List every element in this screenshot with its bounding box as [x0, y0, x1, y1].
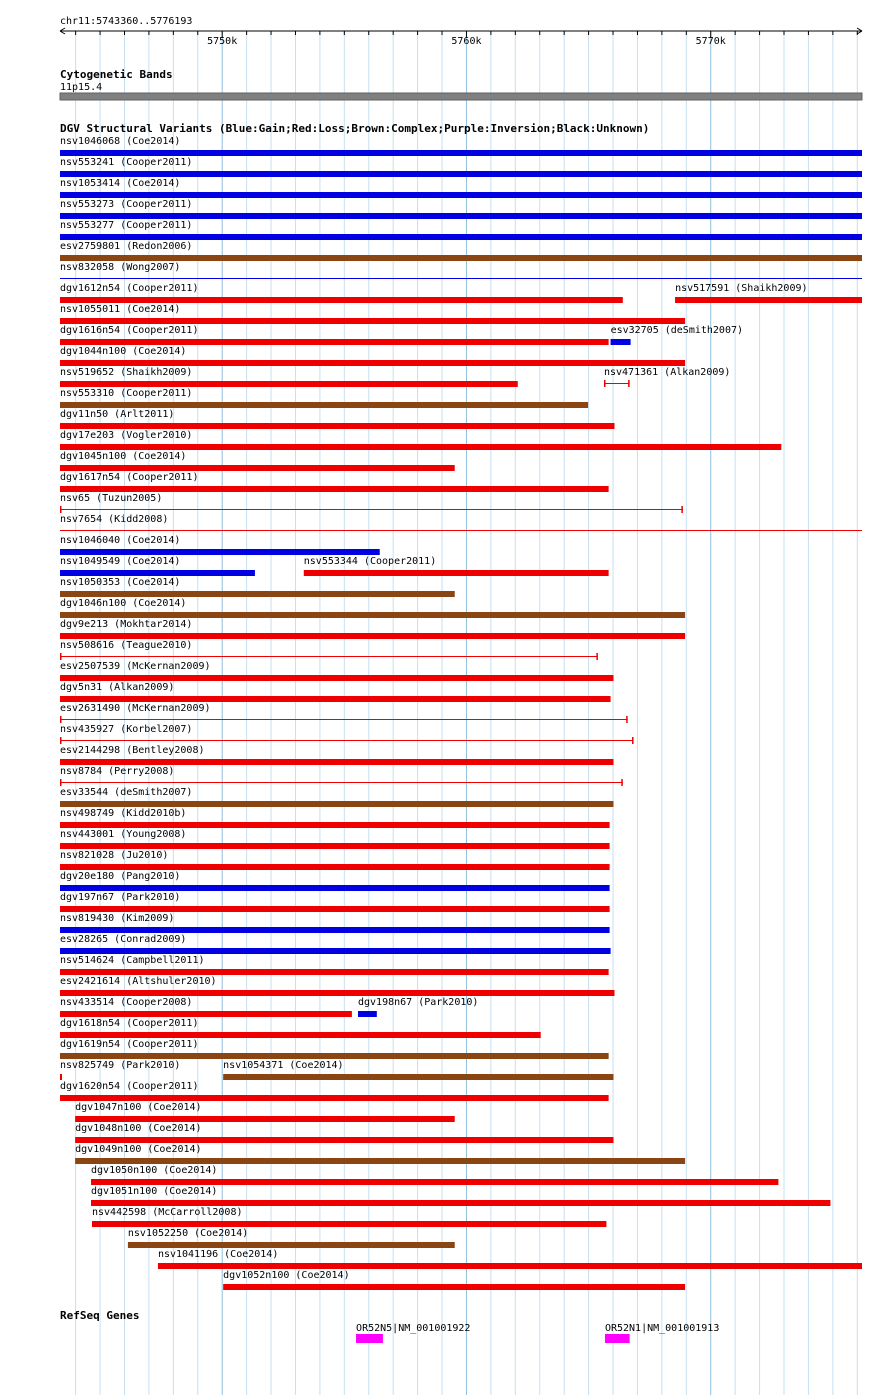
variant-bar[interactable] [60, 318, 685, 324]
variant-label: dgv1047n100 (Coe2014) [75, 1102, 202, 1113]
variant-bar[interactable] [60, 948, 611, 954]
variant-bar[interactable] [60, 509, 683, 510]
variant-label: nsv1046040 (Coe2014) [60, 535, 181, 546]
variant-bar[interactable] [611, 339, 631, 345]
range-label: chr11:5743360..5776193 [60, 16, 193, 27]
variant-label: nsv508616 (Teague2010) [60, 640, 193, 651]
cytoband-track [60, 68, 862, 100]
variant-bar[interactable] [60, 278, 862, 279]
variant-cap [681, 506, 683, 513]
variant-label: nsv1050353 (Coe2014) [60, 577, 181, 588]
variant-bar[interactable] [604, 383, 630, 384]
variant-label: nsv1054371 (Coe2014) [223, 1060, 344, 1071]
dgv-track [60, 122, 862, 1290]
variant-label: nsv1046068 (Coe2014) [60, 136, 181, 147]
variant-bar[interactable] [60, 1074, 62, 1080]
variant-label: dgv1044n100 (Coe2014) [60, 346, 187, 357]
variant-label: nsv8784 (Perry2008) [60, 766, 175, 777]
variant-label: dgv1616n54 (Cooper2011) [60, 325, 199, 336]
variant-label: nsv1052250 (Coe2014) [127, 1228, 249, 1239]
variant-bar[interactable] [60, 864, 610, 870]
variant-bar[interactable] [60, 465, 455, 471]
variant-bar[interactable] [60, 719, 628, 720]
variant-bar[interactable] [128, 1242, 455, 1248]
variant-label: nsv442598 (McCarroll2008) [91, 1207, 243, 1218]
variant-cap [632, 737, 634, 744]
variant-bar[interactable] [60, 591, 455, 597]
variant-bar[interactable] [60, 530, 862, 531]
variant-label: nsv498749 (Kidd2010b) [60, 808, 187, 819]
variant-cap [604, 380, 606, 387]
ruler-tick-label: 5770k [695, 36, 726, 47]
variant-bar[interactable] [60, 360, 685, 366]
variant-bar[interactable] [60, 234, 862, 240]
variant-bar[interactable] [158, 1263, 862, 1269]
variant-label: nsv821028 (Ju2010) [60, 850, 169, 861]
variant-label: nsv825749 (Park2010) [60, 1060, 181, 1071]
variant-bar[interactable] [60, 1011, 352, 1017]
variant-label: dgv1619n54 (Cooper2011) [60, 1039, 199, 1050]
variant-label: nsv435927 (Korbel2007) [60, 724, 193, 735]
variant-bar[interactable] [60, 486, 609, 492]
variant-label: nsv553277 (Cooper2011) [60, 220, 193, 231]
variant-label: nsv433514 (Cooper2008) [60, 997, 193, 1008]
variant-label: dgv1045n100 (Coe2014) [60, 451, 187, 462]
gene-bar[interactable] [356, 1334, 383, 1343]
variant-bar[interactable] [60, 927, 610, 933]
gene-bar[interactable] [605, 1334, 630, 1343]
variant-cap [621, 779, 623, 786]
variant-label: nsv819430 (Kim2009) [60, 913, 175, 924]
variant-label: dgv1051n100 (Coe2014) [91, 1186, 218, 1197]
dgv-title: DGV Structural Variants (Blue:Gain;Red:Loss;Brown:Complex;Purple:Inversion;Black:Unknown) [60, 122, 650, 135]
variant-label: dgv20e180 (Pang2010) [60, 871, 181, 882]
variant-label: nsv1049549 (Coe2014) [60, 556, 181, 567]
variant-label: dgv1049n100 (Coe2014) [75, 1144, 202, 1155]
variant-bar[interactable] [60, 171, 862, 177]
variant-label: dgv1612n54 (Cooper2011) [60, 283, 199, 294]
variant-bar[interactable] [358, 1011, 377, 1017]
variant-bar[interactable] [304, 570, 609, 576]
variant-bar[interactable] [60, 402, 588, 408]
variant-cap [60, 716, 62, 723]
variant-label: nsv443001 (Young2008) [60, 829, 187, 840]
variant-label: esv2144298 (Bentley2008) [60, 745, 205, 756]
variant-bar[interactable] [675, 297, 862, 303]
variant-label: dgv1052n100 (Coe2014) [223, 1270, 350, 1281]
variant-label: nsv1055011 (Coe2014) [60, 304, 181, 315]
variant-bar[interactable] [60, 990, 614, 996]
variant-bar[interactable] [60, 1095, 609, 1101]
variant-label: nsv553344 (Cooper2011) [303, 556, 437, 567]
variant-bar[interactable] [60, 633, 685, 639]
variant-bar[interactable] [60, 969, 609, 975]
cytoband-label: 11p15.4 [60, 82, 103, 93]
variant-bar[interactable] [60, 612, 685, 618]
variant-bar[interactable] [91, 1179, 778, 1185]
variant-bar[interactable] [60, 381, 518, 387]
variant-bar[interactable] [60, 213, 862, 219]
variant-bar[interactable] [60, 549, 380, 555]
variant-bar[interactable] [91, 1200, 830, 1206]
variant-bar[interactable] [75, 1116, 455, 1122]
variant-cap [596, 653, 598, 660]
variant-bar[interactable] [60, 740, 634, 741]
variant-bar[interactable] [60, 843, 610, 849]
variant-bar[interactable] [223, 1074, 613, 1080]
variant-label: dgv17e203 (Vogler2010) [60, 430, 193, 441]
variant-bar[interactable] [75, 1137, 613, 1143]
variant-bar[interactable] [75, 1158, 685, 1164]
variant-label: dgv1618n54 (Cooper2011) [60, 1018, 199, 1029]
cytoband-bar[interactable] [60, 93, 862, 100]
variant-cap [60, 653, 62, 660]
variant-cap [60, 737, 62, 744]
variant-bar[interactable] [60, 1053, 609, 1059]
variant-bar[interactable] [60, 801, 614, 807]
variant-label: dgv11n50 (Arlt2011) [60, 409, 175, 420]
variant-bar[interactable] [60, 822, 610, 828]
variant-label: esv2507539 (McKernan2009) [60, 661, 211, 672]
dgv-features [60, 136, 862, 1290]
variant-bar[interactable] [60, 150, 862, 156]
variant-bar[interactable] [60, 675, 614, 681]
variant-cap [60, 506, 62, 513]
variant-bar[interactable] [60, 297, 623, 303]
refseq-features [356, 1323, 719, 1343]
ruler [60, 16, 862, 47]
variant-label: nsv832058 (Wong2007) [60, 262, 181, 273]
variant-label: esv2631490 (McKernan2009) [60, 703, 211, 714]
variant-label: dgv5n31 (Alkan2009) [60, 682, 175, 693]
variant-label: esv33544 (deSmith2007) [60, 787, 193, 798]
variant-label: nsv517591 (Shaikh2009) [675, 283, 808, 294]
variant-bar[interactable] [223, 1284, 685, 1290]
variant-bar[interactable] [60, 339, 609, 345]
variant-label: nsv471361 (Alkan2009) [603, 367, 731, 378]
variant-label: esv28265 (Conrad2009) [60, 934, 187, 945]
refseq-track [60, 1309, 719, 1343]
ruler-tick-label: 5750k [207, 36, 238, 47]
variant-bar[interactable] [60, 444, 781, 450]
variant-label: dgv1048n100 (Coe2014) [75, 1123, 202, 1134]
variant-label: nsv7654 (Kidd2008) [60, 514, 169, 525]
gene-label: OR52N1|NM_001001913 [604, 1323, 720, 1334]
variant-label: dgv1050n100 (Coe2014) [91, 1165, 218, 1176]
variant-label: dgv198n67 (Park2010) [358, 997, 479, 1008]
variant-cap [626, 716, 628, 723]
variant-bar[interactable] [60, 255, 862, 261]
variant-label: dgv1046n100 (Coe2014) [60, 598, 187, 609]
variant-label: nsv553273 (Cooper2011) [60, 199, 193, 210]
variant-label: nsv65 (Tuzun2005) [60, 493, 163, 504]
refseq-title: RefSeq Genes [60, 1309, 140, 1322]
variant-bar[interactable] [92, 1221, 606, 1227]
variant-bar[interactable] [60, 570, 255, 576]
variant-bar[interactable] [60, 782, 623, 783]
variant-cap [628, 380, 630, 387]
variant-label: dgv9e213 (Mokhtar2014) [60, 619, 193, 630]
variant-bar[interactable] [60, 1032, 541, 1038]
variant-bar[interactable] [60, 192, 862, 198]
gene-label: OR52N5|NM_001001922 [356, 1323, 471, 1334]
variant-bar[interactable] [60, 423, 614, 429]
variant-label: nsv519652 (Shaikh2009) [60, 367, 193, 378]
variant-label: esv32705 (deSmith2007) [610, 325, 744, 336]
variant-bar[interactable] [60, 696, 611, 702]
variant-bar[interactable] [60, 656, 598, 657]
variant-label: dgv1620n54 (Cooper2011) [60, 1081, 199, 1092]
variant-label: nsv514624 (Campbell2011) [60, 955, 205, 966]
variant-label: esv2759801 (Redon2006) [60, 241, 193, 252]
variant-label: dgv1617n54 (Cooper2011) [60, 472, 199, 483]
variant-label: nsv553241 (Cooper2011) [60, 157, 193, 168]
variant-bar[interactable] [60, 906, 610, 912]
variant-label: nsv553310 (Cooper2011) [60, 388, 193, 399]
variant-bar[interactable] [60, 759, 614, 765]
variant-label: dgv197n67 (Park2010) [60, 892, 181, 903]
variant-label: nsv1053414 (Coe2014) [60, 178, 181, 189]
variant-cap [60, 779, 62, 786]
variant-bar[interactable] [60, 885, 610, 891]
variant-label: nsv1041196 (Coe2014) [157, 1249, 279, 1260]
cytoband-title: Cytogenetic Bands [60, 68, 173, 81]
ruler-tick-label: 5760k [451, 36, 482, 47]
variant-label: esv2421614 (Altshuler2010) [60, 976, 217, 987]
